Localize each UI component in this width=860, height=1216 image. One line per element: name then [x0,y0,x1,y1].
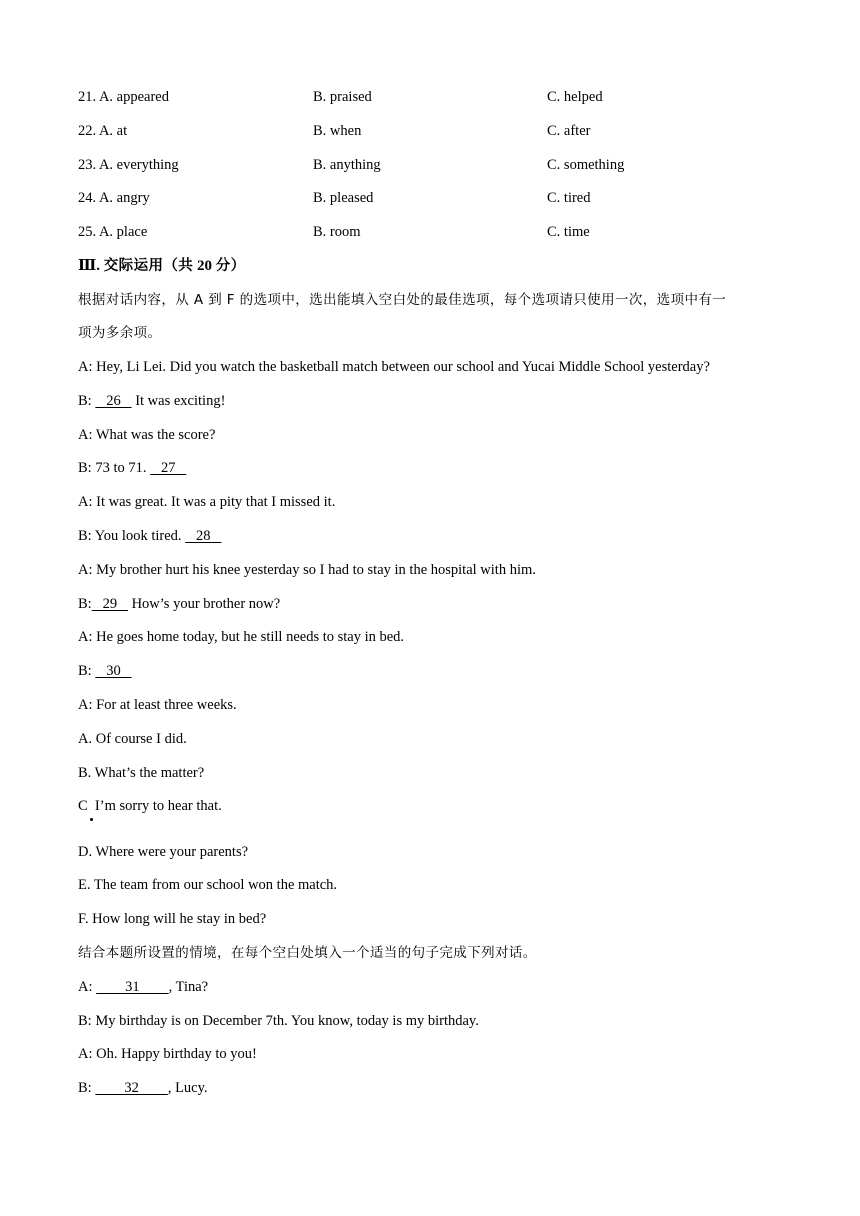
option-c: C. after [547,123,591,139]
dialogue-line: A: It was great. It was a pity that I missed it. [78,494,336,510]
dialogue-line: B: You look tired. 28 [78,528,222,544]
dialogue-line: B: 30 [78,663,132,679]
option-row-22 [78,121,798,141]
dialogue-line: A: Oh. Happy birthday to you! [78,1046,257,1062]
dialogue-line: B: 26 It was exciting! [78,393,226,409]
dialogue-line: A: Hey, Li Lei. Did you watch the basketball match between our school and Yucai Middle School yesterday? [78,359,710,375]
choice-e: E. The team from our school won the match. [78,877,338,893]
dialogue-line: A: He goes home today, but he still needs to stay in bed. [78,629,405,645]
dialogue-line: B: My birthday is on December 7th. You know, today is my birthday. [78,1013,479,1029]
period-dot [90,818,93,821]
dialogue-line: A: My brother hurt his knee yesterday so I had to stay in the hospital with him. [78,562,536,578]
answer-blank-32[interactable]: 32 [95,1080,168,1096]
option-row-23 [78,155,798,175]
option-a: 21. A. appeared [78,89,169,105]
option-b: B. room [313,224,361,240]
answer-blank-28[interactable]: 28 [185,528,222,544]
part2-instruction: 结合本题所设置的情境，在每个空白处填入一个适当的句子完成下列对话。 [78,945,537,961]
option-c: C. tired [547,190,591,206]
answer-blank-27[interactable]: 27 [150,460,187,476]
choice-a: A. Of course I did. [78,731,187,747]
dialogue-line: B: 32 , Lucy. [78,1080,208,1096]
option-a: 23. A. everything [78,157,179,173]
dialogue-line: A: 31 , Tina? [78,979,209,995]
section-heading: Ⅲ. 交际运用（共 20 分） [78,258,246,274]
option-a: 24. A. angry [78,190,150,206]
option-c: C. helped [547,89,603,105]
choice-c: C I’m sorry to hear that. [78,798,222,814]
option-b: B. praised [313,89,372,105]
option-a: 22. A. at [78,123,128,139]
option-a: 25. A. place [78,224,148,240]
option-row-24 [78,188,798,208]
section-instruction: 根据对话内容，从 A 到 F 的选项中，选出能填入空白处的最佳选项，每个选项请只使用一次，选项中有一 [78,292,727,308]
option-row-21 [78,87,798,107]
dialogue-line: B: 29 How’s your brother now? [78,596,281,612]
answer-blank-26[interactable]: 26 [95,393,132,409]
choice-d: D. Where were your parents? [78,844,249,860]
option-row-25 [78,222,798,242]
option-c: C. something [547,157,625,173]
option-b: B. anything [313,157,381,173]
dialogue-line: B: 73 to 71. 27 [78,460,187,476]
choice-b: B. What’s the matter? [78,765,205,781]
section-instruction-cont: 项为多余项。 [78,325,162,341]
answer-blank-31[interactable]: 31 [96,979,169,995]
option-c: C. time [547,224,590,240]
dialogue-line: A: For at least three weeks. [78,697,237,713]
option-b: B. when [313,123,362,139]
dialogue-line: A: What was the score? [78,427,216,443]
choice-f: F. How long will he stay in bed? [78,911,267,927]
option-b: B. pleased [313,190,374,206]
answer-blank-29[interactable]: 29 [91,596,128,612]
answer-blank-30[interactable]: 30 [95,663,132,679]
